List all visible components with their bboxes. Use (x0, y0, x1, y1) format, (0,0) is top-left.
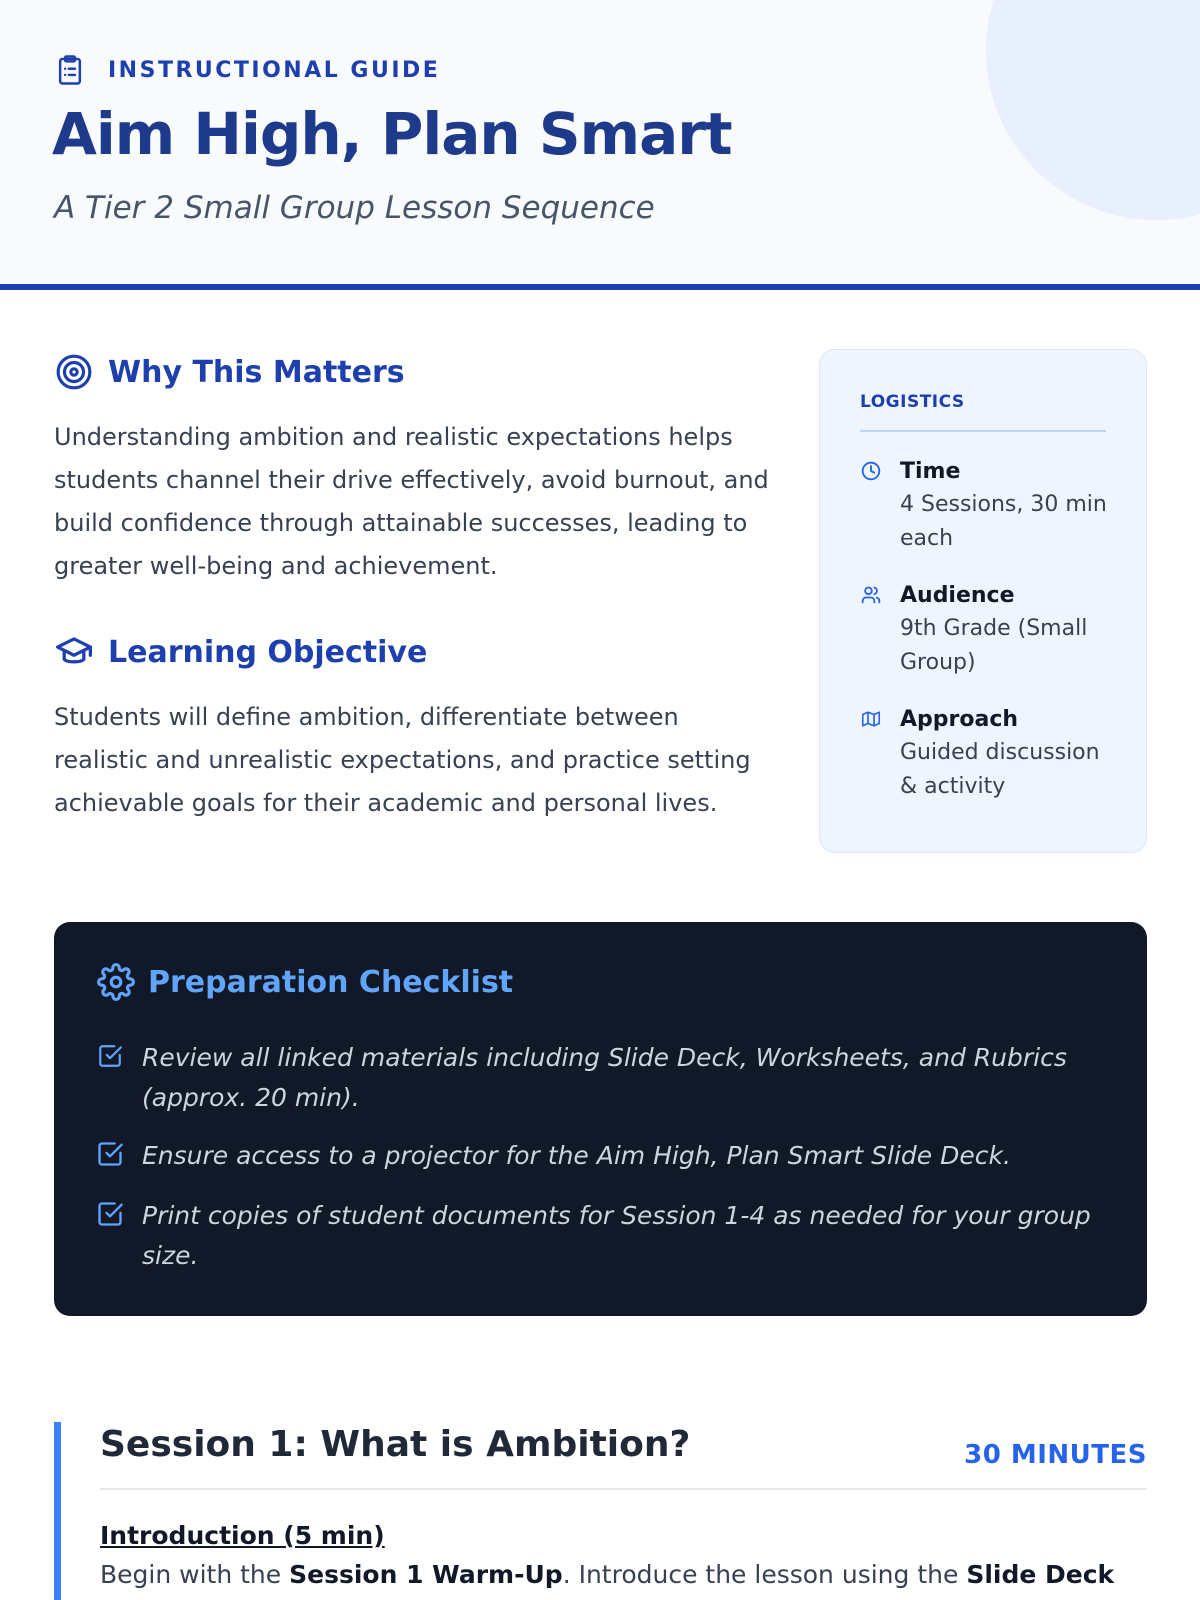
session-duration: 30 MINUTES (964, 1440, 1147, 1470)
users-icon (860, 584, 882, 606)
session-accent-bar (54, 1422, 61, 1600)
session-title: Session 1: What is Ambition? (100, 1424, 691, 1465)
gear-icon (96, 962, 136, 1002)
session-body-text: . Introduce the lesson using the (562, 1560, 967, 1589)
logistics-divider (860, 430, 1106, 432)
logistics-title: LOGISTICS (860, 392, 965, 412)
page-subtitle: A Tier 2 Small Group Lesson Sequence (54, 190, 655, 226)
logistics-item-time (860, 456, 1110, 556)
checklist-item[interactable] (96, 1136, 1107, 1176)
page-title: Aim High, Plan Smart (52, 100, 732, 168)
objective-body: Students will define ambition, differentiate between realistic and unrealistic expectations, and practice setting achievable goals for their academic and personal lives. (54, 703, 751, 817)
why-heading (54, 352, 405, 392)
checklist-item-text: Print copies of student documents for Session 1-4 as needed for your group size. (142, 1201, 1091, 1270)
checklist-item[interactable] (96, 1196, 1107, 1276)
clipboard-icon (54, 54, 86, 86)
checklist-item-text: Review all linked materials including Slide Deck, Worksheets, and Rubrics (approx. 20 min). (142, 1043, 1067, 1112)
logistics-item-name: Time (900, 459, 961, 484)
target-icon (54, 352, 94, 392)
clock-icon (860, 460, 882, 482)
eyebrow (54, 54, 440, 86)
checklist-heading-label: Preparation Checklist (148, 964, 514, 1000)
logistics-item-approach (860, 704, 1110, 804)
session-body-text: Begin with the (100, 1560, 290, 1589)
session-divider (100, 1488, 1147, 1490)
logistics-card (819, 349, 1147, 853)
logistics-item-value: 4 Sessions, 30 min each (900, 492, 1107, 551)
checklist-item-text: Ensure access to a projector for the Aim High, Plan Smart Slide Deck. (142, 1141, 1011, 1170)
graduation-cap-icon (54, 632, 94, 672)
checkbox-icon[interactable] (96, 1200, 124, 1228)
objective-heading (54, 632, 427, 672)
eyebrow-text: INSTRUCTIONAL GUIDE (108, 57, 441, 83)
session-intro-body (100, 1560, 1114, 1589)
logistics-item-value: Guided discussion & activity (900, 740, 1100, 799)
logistics-item-audience (860, 580, 1110, 680)
why-heading-label: Why This Matters (108, 354, 405, 390)
session-intro-heading: Introduction (5 min) (100, 1521, 385, 1550)
logistics-item-name: Audience (900, 583, 1015, 608)
preparation-checklist (54, 922, 1147, 1316)
slide-deck-reference: Slide Deck (966, 1560, 1115, 1589)
checkbox-icon[interactable] (96, 1042, 124, 1070)
logistics-item-value: 9th Grade (Small Group) (900, 616, 1088, 675)
objective-heading-label: Learning Objective (108, 634, 428, 670)
checkbox-icon[interactable] (96, 1140, 124, 1168)
logistics-item-name: Approach (900, 707, 1019, 732)
checklist-item[interactable] (96, 1038, 1107, 1118)
checklist-heading (96, 962, 513, 1002)
page-header (0, 0, 1200, 290)
warm-up-reference: Session 1 Warm-Up (289, 1560, 563, 1589)
decorative-circle (986, 0, 1200, 220)
why-body: Understanding ambition and realistic expectations helps students channel their drive effectively, avoid burnout, and build confidence through attainable successes, leading to greater well-being and achievement. (54, 423, 769, 580)
map-icon (860, 708, 882, 730)
